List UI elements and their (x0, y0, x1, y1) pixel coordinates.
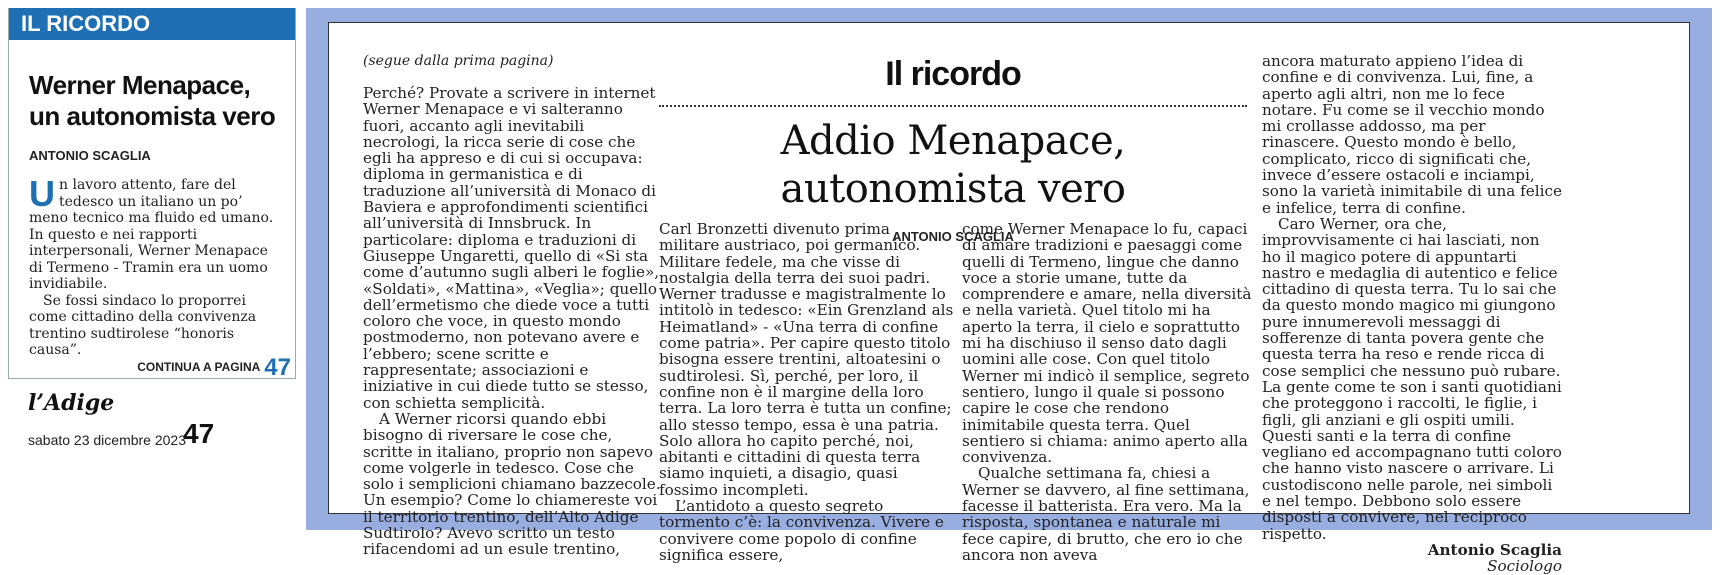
article-paragraph: L’antidoto a questo segreto tormento c’è: la convivenza. Vivere e convivere come popolo di confine significa essere, (659, 497, 944, 564)
article-column-1 (363, 85, 661, 558)
article-paragraph: Qualche settimana fa, chiesi a Werner se davvero, al fine settimana, facesse il batterista. Era vero. Ma la risposta, spontanea e naturale mi fece capire, di brutto, che ero io che ancora non aveva (962, 464, 1250, 564)
teaser-body (29, 173, 283, 359)
article-headline: Addio Menapace, autonomista vero (780, 118, 1126, 212)
teaser-title-line2: un autonomista vero (29, 101, 276, 131)
teaser-box (8, 8, 296, 379)
continua-page: 47 (264, 354, 291, 381)
article-byline: ANTONIO SCAGLIA (892, 229, 1014, 244)
dotted-divider (659, 105, 1247, 107)
article-header (659, 53, 1247, 244)
article-kicker: Il ricordo (885, 55, 1021, 93)
teaser-para-1-text: n lavoro attento, fare del tedesco un italiano un po’ meno tecnico ma fluido ed umano. In questo e nei rapporti interpersonali, Werner Menapace di Termeno - Tramin era un uomo invidiabile. (29, 177, 274, 292)
article-paragraph: Perché? Provate a scrivere in internet Werner Menapace e vi salteranno fuori, accanto agli inevitabili necrologi, la ricca serie di cose che egli ha appreso e di cui si occupava: diploma in germanistica e di traduzione all’università di Monaco di Baviera e approfondimenti scientifici all’università di Innsbruck. In particolare: diploma e traduzioni di Giuseppe Ungaretti, quello di «Si sta come d’autunno sugli alberi le foglie», «Soldati», «Mattina», «Veglia»; quello dell’ermetismo che diede voce a tutti coloro che voce, in questo mondo postmoderno, non potevano avere e l’ebbero; scene scritte e rappresentate; associazioni e iniziative in cui diede tutto se stesso, con schietta semplicità. (363, 84, 660, 412)
article-paragraph: come Werner Menapace lo fu, capaci di amare tradizioni e paesaggi come quelli di Termeno, lingue che danno voce a storie umane, tutte da comprendere e amare, nella diversità e nella varietà. Quel titolo mi ha aperto la terra, il cielo e soprattutto mi ha dischiuso il senso dato dagli uomini alle cose. Con quel titolo Werner mi indicò il semplice, segreto sentiero, lungo il quale si possono capire le cose che rendono inimitabile questa terra. Quel sentiero si chiama: animo aperto alla convivenza. (962, 220, 1252, 467)
article-paragraph: ancora maturato appieno l’idea di confine e di convivenza. Lui, fine, a aperto agli altri, non me lo fece notare. Fu come se il vecchio mondo mi crollasse addosso, ma per rinascere. Questo mondo è bello, complicato, ricco di significati che, invece d’essere ostacoli e inciampi, sono la varietà inimitabile di una felice e infelice, terra di confine. (1262, 52, 1562, 217)
signature: Antonio Scaglia (1427, 540, 1562, 559)
article-panel (328, 22, 1690, 575)
page-number: 47 (183, 418, 215, 449)
article-paragraph: Caro Werner, ora che, improvvisamente ci hai lasciati, non ho il magico potere di appuntarti nastro e medaglia di autentico e felice cittadino di questa terra. Tu lo sai che da questo mondo magico mi giungono pure innumerevoli messaggi di sofferenze di tanta povera gente che questa terra ha reso e rende ricca di cose semplici che nessuno può rubare. La gente come te son i santi quotidiani che proteggono i raccolti, le figlie, i figli, gli anziani e gli ospiti umili. Questi santi e la terra di confine vegliano ed accompagnano tutti coloro che hanno visto nascere o arrivare. Li custodiscono nelle parole, nei simboli e nel tempo. Debbono solo essere disposti a convivere, nel reciproco rispetto. (1262, 214, 1562, 543)
issue-date: sabato 23 dicembre 2023 (28, 432, 186, 448)
article-column-2 (659, 221, 955, 563)
segue-note: (segue dalla prima pagina) (363, 53, 554, 69)
teaser-author: ANTONIO SCAGLIA (29, 148, 151, 163)
article-frame (306, 8, 1712, 575)
continua-label: CONTINUA A PAGINA (137, 360, 261, 375)
article-paragraph: A Werner ricorsi quando ebbi bisogno di riversare le cose che, scritte in italiano, proprio non sapevo come volgerle in tedesco. Cose che solo i semplicioni chiamano bazzecole. Un esempio? Come lo chiamereste voi il territorio trentino, dell’Alto Adige Sudtirolo? Avevo scritto un testo rifacendomi ad un esule trentino, (363, 409, 661, 559)
article-column-3 (962, 221, 1254, 563)
signature-role: Sociologo (1487, 557, 1562, 575)
teaser-para-2: Se fossi sindaco lo proporrei come cittadino della convivenza trentino sudtirolese “honoris causa”. (29, 292, 257, 358)
newspaper-logo: l’Adige (28, 390, 115, 416)
teaser-title[interactable] (29, 70, 291, 132)
article-column-4 (1262, 53, 1562, 575)
dropcap: U (29, 173, 55, 214)
teaser-rubric: IL RICORDO (9, 8, 295, 40)
teaser-title-line1: Werner Menapace, (29, 70, 251, 100)
teaser-para-1 (29, 173, 283, 293)
article-paragraph: Carl Bronzetti divenuto prima militare austriaco, poi germanico. Militare fedele, ma che visse di nostalgia della terra dei suoi padri. Werner tradusse e magistralmente lo intitolò in tedesco: «Ein Grenzland als Heimatland» - «Una terra di confine come patria». Per capire questo titolo bisogna essere trentini, altoatesini o sudtirolesi. Sì, perché, per loro, il confine non è il margine della loro terra. La loro terra è tutta un confine; allo stesso tempo, essa è una patria. Solo allora ho capito perché, noi, abitanti e cittadini di questa terra siamo inquieti, a disagio, quasi fossimo incompleti. (659, 220, 954, 499)
continua-link[interactable] (137, 354, 291, 382)
